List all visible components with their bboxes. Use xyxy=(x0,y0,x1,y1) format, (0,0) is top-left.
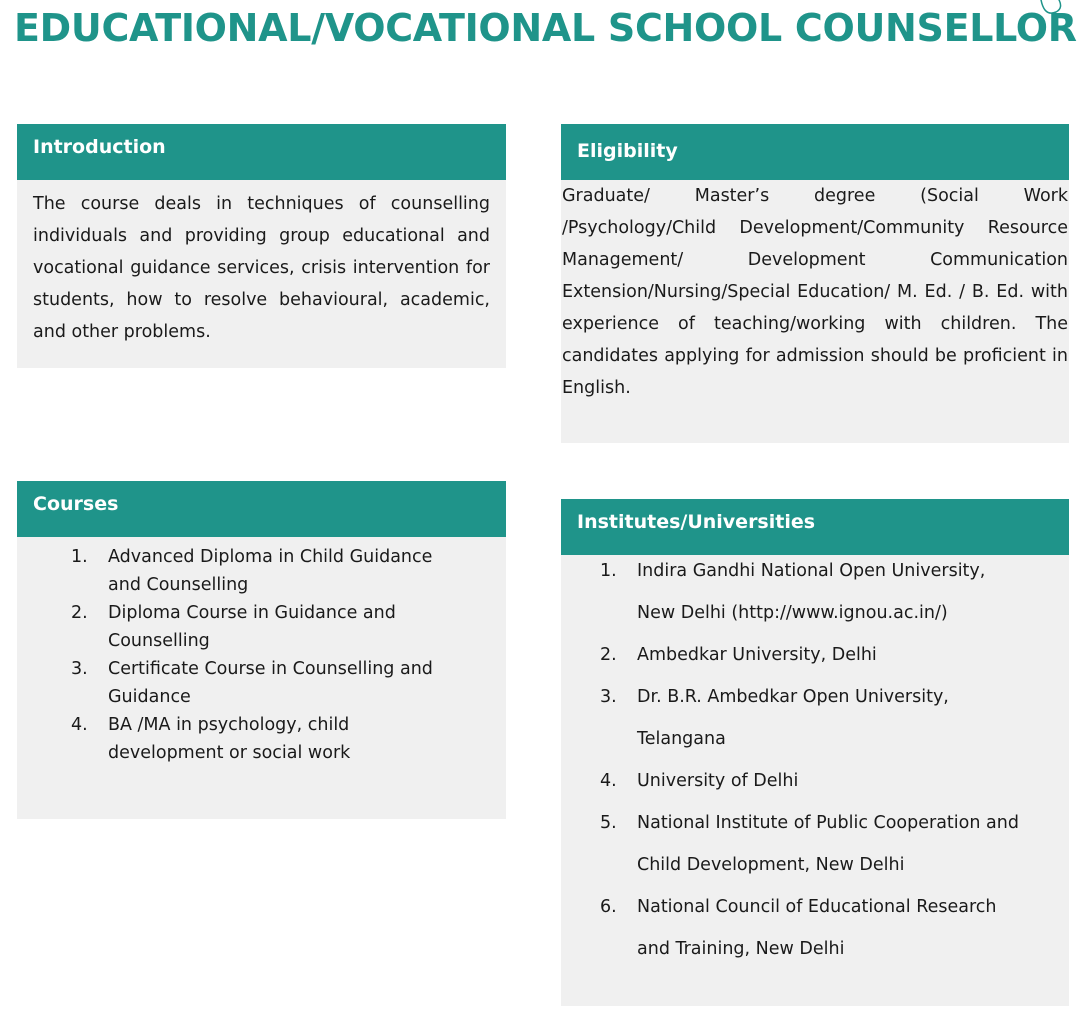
courses-list-wrap xyxy=(17,543,506,767)
list-item xyxy=(600,802,1029,886)
courses-heading: Courses xyxy=(17,481,506,537)
list-number: 3. xyxy=(71,659,88,679)
list-number: 4. xyxy=(600,771,617,791)
list-text: Advanced Diploma in Child Guidance and Counselling xyxy=(108,547,433,595)
list-text: Certificate Course in Counselling and Guidance xyxy=(108,659,433,707)
list-text: National Institute of Public Cooperation and Child Development, New Delhi xyxy=(637,813,1019,875)
courses-card xyxy=(17,481,506,819)
list-item xyxy=(71,543,466,599)
list-number: 6. xyxy=(600,897,617,917)
list-text: Ambedkar University, Delhi xyxy=(637,645,877,665)
eligibility-text: Graduate/ Master’s degree (Social Work /Psychology/Child Development/Community Resource Management/ Development Communication Extension/Nursing/Special Education/ M. Ed. / B. Ed. with experience of teaching/working with children. The candidates applying for admission should be proficient in English. xyxy=(562,186,1068,398)
page-title: EDUCATIONAL/VOCATIONAL SCHOOL COUNSELLOR xyxy=(14,6,1077,50)
list-item xyxy=(71,599,466,655)
list-text: Indira Gandhi National Open University, New Delhi (http://www.ignou.ac.in/) xyxy=(637,561,986,623)
list-text: University of Delhi xyxy=(637,771,799,791)
list-text: Diploma Course in Guidance and Counselling xyxy=(108,603,396,651)
introduction-card xyxy=(17,124,506,368)
eligibility-heading: Eligibility xyxy=(561,124,1069,180)
list-number: 1. xyxy=(600,561,617,581)
institutes-list-wrap xyxy=(561,550,1069,970)
courses-list xyxy=(71,543,466,767)
list-item xyxy=(600,550,1029,634)
list-number: 3. xyxy=(600,687,617,707)
eligibility-card xyxy=(561,124,1069,443)
list-item xyxy=(600,760,1029,802)
list-item xyxy=(71,711,466,767)
institutes-heading: Institutes/Universities xyxy=(561,499,1069,555)
institutes-card xyxy=(561,499,1069,1006)
list-item xyxy=(71,655,466,711)
introduction-heading: Introduction xyxy=(17,124,506,180)
list-text: National Council of Educational Research and Training, New Delhi xyxy=(637,897,997,959)
list-text: BA /MA in psychology, child development or social work xyxy=(108,715,351,763)
decorative-arc-icon xyxy=(1034,0,1085,22)
list-item xyxy=(600,634,1029,676)
list-item xyxy=(600,676,1029,760)
institutes-list xyxy=(600,550,1029,970)
list-number: 4. xyxy=(71,715,88,735)
list-item xyxy=(600,886,1029,970)
list-number: 1. xyxy=(71,547,88,567)
list-number: 5. xyxy=(600,813,617,833)
list-text: Dr. B.R. Ambedkar Open University, Telangana xyxy=(637,687,949,749)
list-number: 2. xyxy=(71,603,88,623)
introduction-text: The course deals in techniques of counselling individuals and providing group educational and vocational guidance services, crisis intervention for students, how to resolve behavioural, academic, and other problems. xyxy=(33,194,490,342)
list-number: 2. xyxy=(600,645,617,665)
